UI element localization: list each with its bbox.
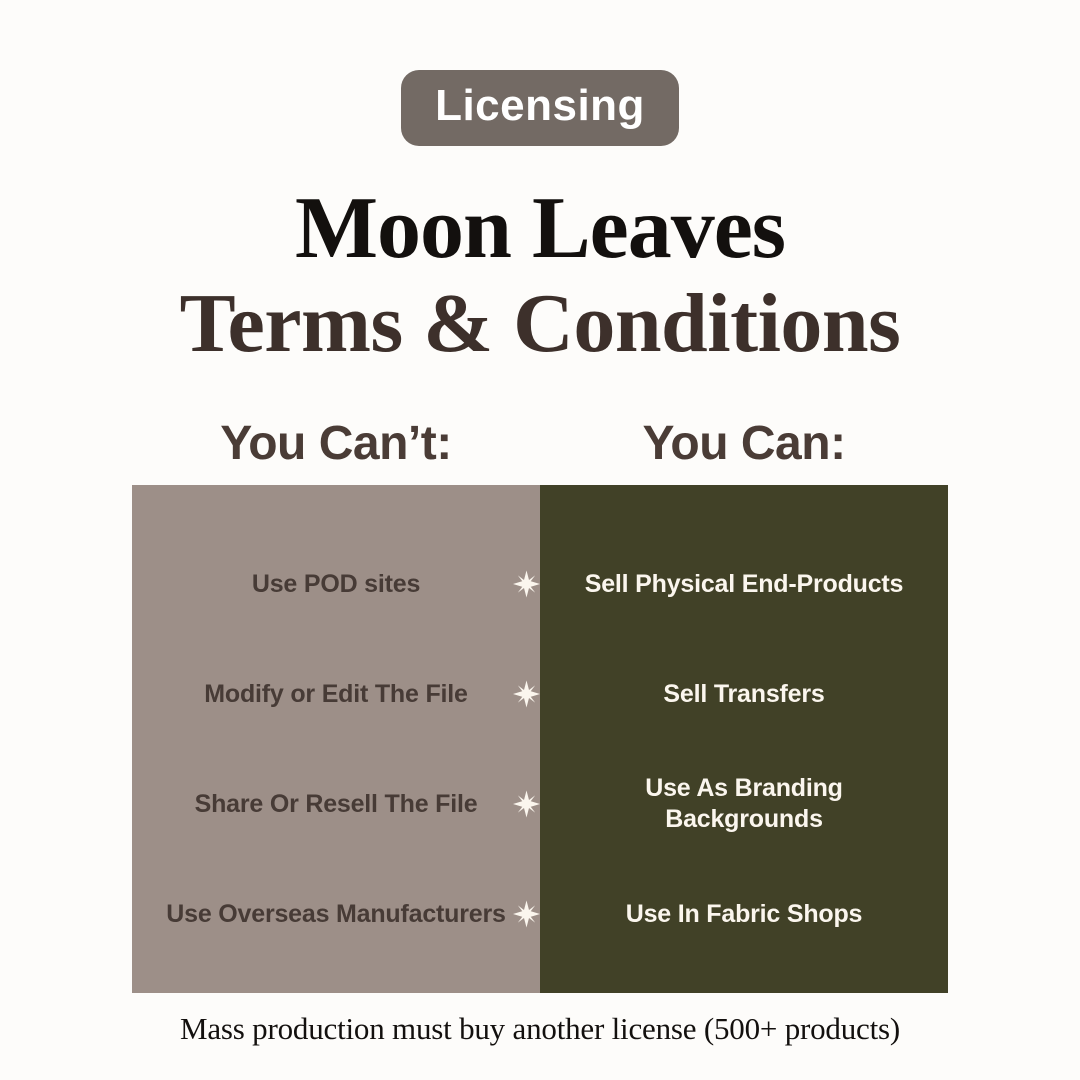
list-item [540, 859, 948, 969]
licensing-badge: Licensing [401, 70, 679, 146]
column-headings [0, 416, 1080, 471]
can-column [540, 485, 948, 993]
page-title: Moon Leaves [294, 180, 786, 277]
six-point-star-icon [513, 557, 540, 611]
can-item-label: Use As Branding Backgrounds [645, 774, 843, 833]
list-item [540, 749, 948, 859]
list-item [540, 639, 948, 749]
page-subtitle: Terms & Conditions [179, 276, 901, 370]
list-item [132, 749, 540, 859]
list-item [132, 639, 540, 749]
cannot-column [132, 485, 540, 993]
list-item [132, 529, 540, 639]
cannot-item-label: Share Or Resell The File [194, 789, 478, 818]
cannot-item-label: Use Overseas Manufacturers [166, 899, 506, 928]
footer-note: Mass production must buy another license (500+ products) [179, 1010, 900, 1046]
can-item-label: Use In Fabric Shops [625, 899, 863, 928]
cannot-item-label: Modify or Edit The File [204, 679, 468, 708]
six-point-star-icon [513, 777, 540, 831]
six-point-star-icon [513, 667, 540, 721]
list-item [540, 529, 948, 639]
six-point-star-icon [513, 887, 540, 941]
can-item-label: Sell Physical End-Products [584, 569, 904, 598]
column-heading-can: You Can: [642, 416, 846, 470]
column-heading-cannot: You Can’t: [220, 416, 452, 470]
list-item [132, 859, 540, 969]
cannot-item-label: Use POD sites [251, 569, 421, 598]
can-item-label: Sell Transfers [663, 679, 825, 708]
comparison-panel [132, 485, 948, 993]
